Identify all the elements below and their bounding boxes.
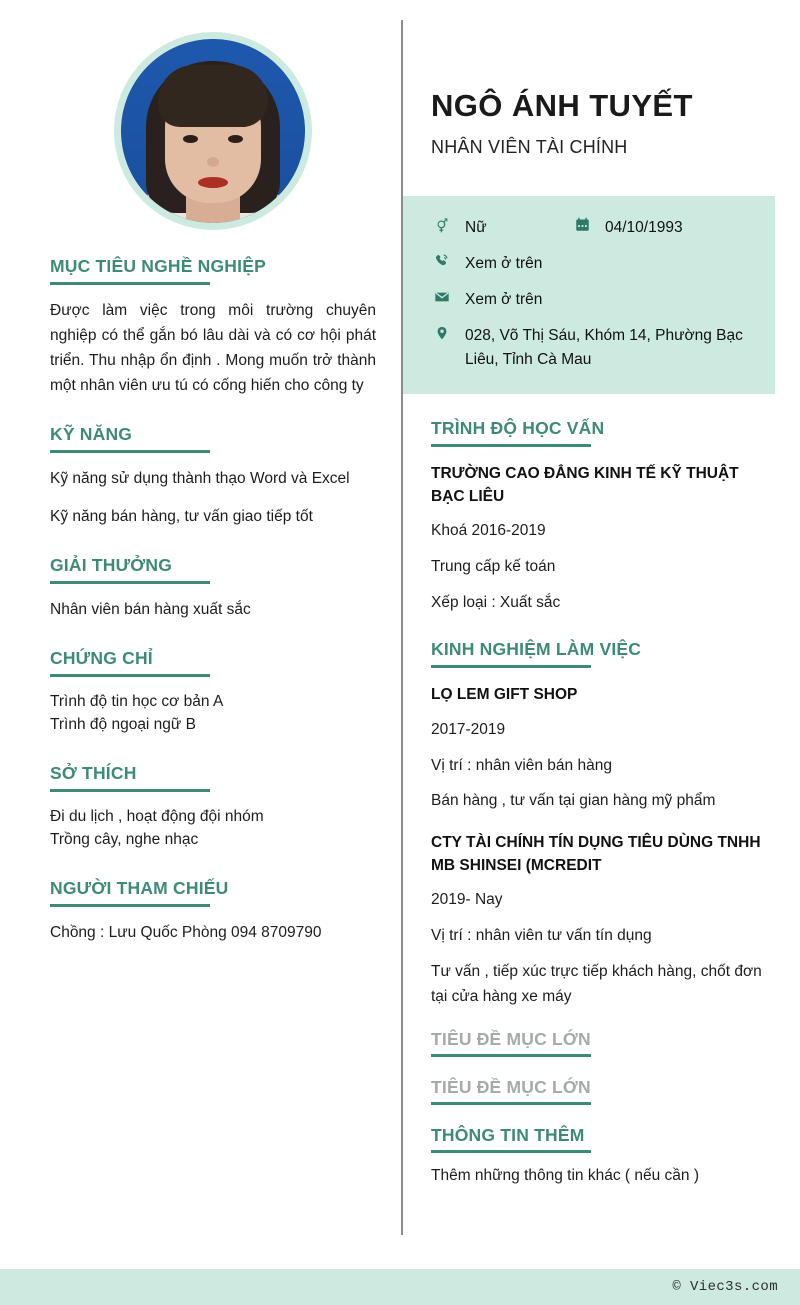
education-heading: TRÌNH ĐỘ HỌC VẤN [431,418,605,439]
section-hobbies [50,763,376,852]
calendar-icon [571,216,593,232]
gender-icon [431,216,453,233]
contact-gender [431,216,571,240]
job-years: 2017-2019 [431,720,506,738]
photo-brow-right [225,123,247,127]
certificate-item: Trình độ tin học cơ bản A [50,692,224,710]
job-position: Vị trí : nhân viên tư vấn tín dụng [431,927,652,944]
reference-item: Chồng : Lưu Quốc Phòng 094 8709790 [50,923,322,941]
job-description: Bán hàng , tư vấn tại gian hàng mỹ phẩm [431,792,716,810]
hobbies-underline [50,789,210,792]
page-title: NGÔ ÁNH TUYẾT [431,88,693,123]
phone-value: Xem ở trên [465,255,543,273]
experience-underline [431,665,591,668]
placeholder-underline [431,1102,591,1105]
skill-item: Kỹ năng bán hàng, tư vấn giao tiếp tốt [50,507,313,525]
skill-item: Kỹ năng sử dụng thành thạo Word và Excel [50,470,350,488]
additional-underline [431,1150,591,1153]
experience-entry [431,684,776,814]
job-company: LỌ LEM GIFT SHOP [431,686,578,704]
job-position: Vị trí : nhân viên bán hàng [431,756,612,774]
hobbies-heading: SỞ THÍCH [50,762,137,783]
section-awards [50,555,376,622]
section-placeholder[interactable] [431,1029,776,1057]
section-references [50,878,376,945]
copyright-text: © Viec3s.com [672,1279,778,1295]
education-grade: Xếp loại : Xuất sắc [431,593,561,611]
section-objective [50,256,376,398]
contact-card [403,196,775,394]
left-column [0,0,401,945]
section-placeholder[interactable] [431,1077,776,1105]
photo-nose [207,157,219,167]
placeholder-heading: TIÊU ĐỀ MỤC LỚN [431,1077,591,1098]
envelope-icon [431,288,453,305]
certificate-item: Trình độ ngoại ngữ B [50,716,196,734]
hobby-item: Trồng cây, nghe nhạc [50,831,199,849]
right-sections [403,418,800,1189]
objective-underline [50,282,210,285]
education-major: Trung cấp kế toán [431,557,556,575]
section-skills [50,424,376,528]
education-school: TRƯỜNG CAO ĐẲNG KINH TẾ KỸ THUẬT BẠC LIÊU [431,465,739,505]
photo-container [50,32,376,230]
experience-heading: KINH NGHIỆM LÀM VIỆC [431,639,642,660]
footer-bar [0,1269,800,1305]
contact-birthday [571,216,683,240]
contact-email [403,288,775,312]
section-education [431,418,776,615]
section-additional-info [431,1125,776,1189]
objective-heading: MỤC TIÊU NGHỀ NGHIỆP [50,256,266,276]
photo-fringe [158,65,268,127]
skills-heading: KỸ NĂNG [50,424,133,445]
contact-phone [403,252,775,276]
awards-underline [50,581,210,584]
skills-underline [50,450,210,453]
avatar [114,32,312,230]
birthday-value: 04/10/1993 [605,219,683,236]
phone-icon [431,252,453,269]
address-value: 028, Võ Thị Sáu, Khóm 14, Phường Bạc Liêu, Tỉnh Cà Mau [465,327,743,369]
section-certificates [50,648,376,737]
photo-eye-left [183,135,198,143]
location-pin-icon [431,324,453,341]
contact-row [403,216,775,240]
section-experience [431,639,776,1009]
job-description: Tư vấn , tiếp xúc trực tiếp khách hàng, chốt đơn tại cửa hàng xe máy [431,962,762,1005]
experience-entry [431,832,776,1009]
placeholder-heading: TIÊU ĐỀ MỤC LỚN [431,1029,591,1050]
job-company: CTY TÀI CHÍNH TÍN DỤNG TIÊU DÙNG TNHH MB SHINSEI (MCREDIT [431,834,761,874]
additional-text: Thêm những thông tin khác ( nếu cần ) [431,1167,700,1185]
education-underline [431,444,591,447]
certificates-underline [50,674,210,677]
right-column [403,0,800,1189]
additional-heading: THÔNG TIN THÊM [431,1125,585,1146]
awards-heading: GIẢI THƯỞNG [50,554,173,575]
certificates-heading: CHỨNG CHỈ [50,647,153,668]
avatar-image [121,39,305,223]
education-years: Khoá 2016-2019 [431,522,546,540]
email-value: Xem ở trên [465,291,543,309]
name-block [403,0,800,158]
job-title: NHÂN VIÊN TÀI CHÍNH [431,137,628,157]
references-underline [50,904,210,907]
references-heading: NGƯỜI THAM CHIẾU [50,877,229,898]
job-years: 2019- Nay [431,891,503,909]
photo-brow-left [179,123,201,127]
award-item: Nhân viên bán hàng xuất sắc [50,600,251,618]
photo-eye-right [228,135,243,143]
placeholder-underline [431,1054,591,1057]
gender-value: Nữ [465,219,487,236]
contact-address [403,324,775,372]
hobby-item: Đi du lịch , hoạt động đội nhóm [50,807,264,825]
photo-lips [198,177,228,188]
objective-text: Được làm việc trong môi trường chuyên nghiệp có thể gắn bó lâu dài và có cơ hội phát triển. Thu nhập ổn định . Mong muốn trở thành một nhân viên ưu tú có cống hiến cho công ty [50,302,376,395]
